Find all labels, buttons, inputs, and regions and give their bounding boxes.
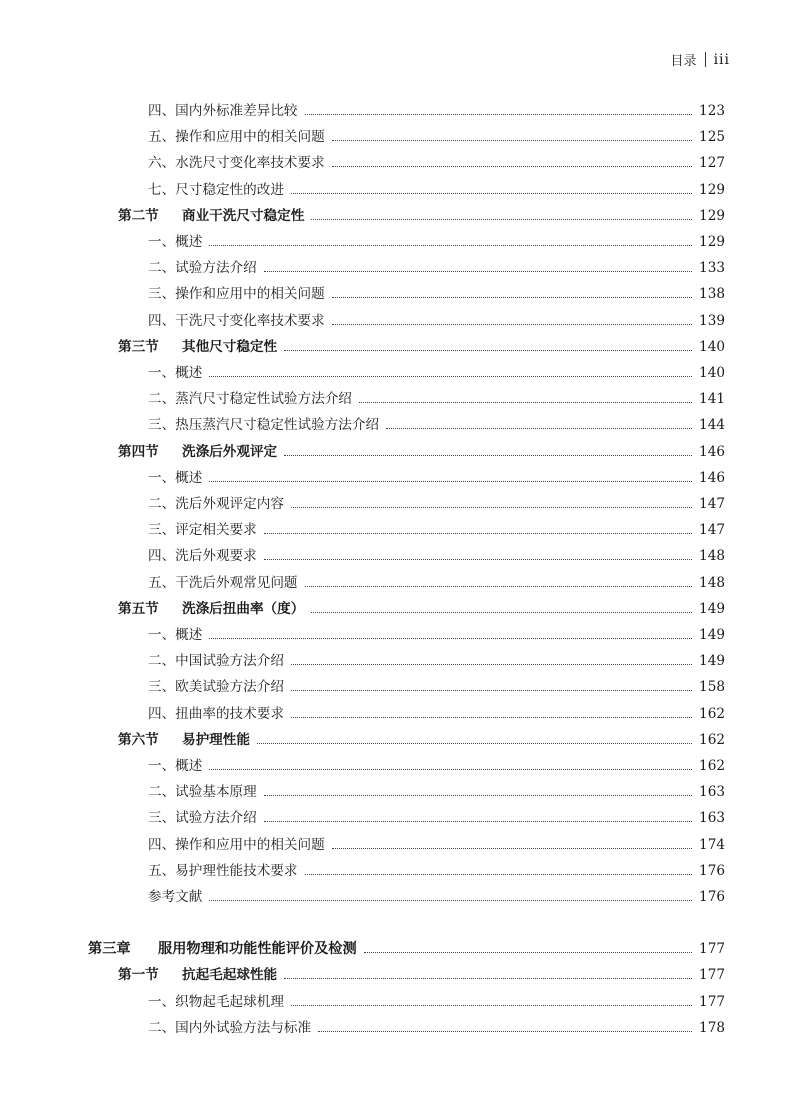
toc-entry-page-number: 147 <box>699 522 725 539</box>
toc-entry-item[interactable] <box>148 96 725 120</box>
toc-entry-item[interactable] <box>148 410 725 434</box>
toc-entry-page-number: 139 <box>699 312 725 329</box>
toc-entry-page-number: 176 <box>699 862 725 879</box>
toc-entry-section[interactable] <box>118 437 725 461</box>
toc-entry-title: 服用物理和功能性能评价及检测 <box>158 941 357 958</box>
dot-leader <box>305 586 692 587</box>
toc-entry-title: 四、国内外标准差异比较 <box>148 103 298 119</box>
toc-entry-item[interactable] <box>148 699 725 723</box>
toc-entry-section[interactable] <box>118 960 725 984</box>
toc-entry-label <box>148 495 284 513</box>
toc-entry-title: 二、国内外试验方法与标准 <box>148 1019 312 1036</box>
toc-entry-label <box>148 521 257 539</box>
toc-entry-label <box>148 783 257 801</box>
toc-entry-item[interactable] <box>148 279 725 303</box>
toc-entry-chapter[interactable] <box>88 934 725 958</box>
dot-leader <box>291 717 692 718</box>
toc-entry-page-number: 149 <box>699 600 725 617</box>
toc-entry-title: 一、概述 <box>148 365 203 381</box>
toc-entry-section[interactable] <box>118 725 725 749</box>
dot-leader <box>305 874 692 875</box>
toc-entry-page-number: 178 <box>699 1019 725 1036</box>
toc-entry-item[interactable] <box>148 541 725 565</box>
toc-entry-title: 三、热压蒸汽尺寸稳定性试验方法介绍 <box>148 417 380 434</box>
section-number: 第一节 <box>118 967 159 984</box>
dot-leader <box>318 1031 692 1032</box>
dot-leader <box>284 350 692 351</box>
toc-entry-item[interactable] <box>148 672 725 696</box>
toc-entry-title: 四、干洗尺寸变化率技术要求 <box>148 312 325 329</box>
dot-leader <box>291 664 692 665</box>
toc-entry-label <box>148 102 298 120</box>
toc-entry-item[interactable] <box>148 463 725 487</box>
dot-leader <box>209 900 692 901</box>
toc-entry-page-number: 129 <box>699 181 725 198</box>
dot-leader <box>291 193 692 194</box>
toc-entry-page-number: 158 <box>699 679 725 696</box>
toc-entry-page-number: 162 <box>699 758 725 774</box>
toc-entry-label <box>148 259 257 277</box>
toc-entry-title: 一、概述 <box>148 758 203 774</box>
toc-entry-section[interactable] <box>118 332 725 356</box>
toc-entry-title: 一、织物起毛起球机理 <box>148 993 284 1010</box>
dot-leader <box>311 219 692 220</box>
toc-entry-section[interactable] <box>118 594 725 618</box>
toc-entry-page-number: 129 <box>699 207 725 224</box>
dot-leader <box>364 952 692 953</box>
toc-entry-item[interactable] <box>148 384 725 408</box>
toc-entry-page-number: 174 <box>699 836 725 853</box>
toc-entry-label <box>148 390 352 408</box>
toc-entry-item[interactable] <box>148 1013 725 1037</box>
toc-entry-title: 二、中国试验方法介绍 <box>148 653 284 670</box>
section-number: 第三节 <box>118 338 159 355</box>
dot-leader <box>264 821 692 822</box>
toc-entry-page-number: 129 <box>699 234 725 250</box>
toc-entry-title: 二、试验方法介绍 <box>148 260 257 277</box>
header-title: 目录 <box>670 54 697 69</box>
toc-entry-label <box>118 966 277 984</box>
dot-leader <box>284 978 692 979</box>
toc-entry-page-number: 163 <box>699 784 725 801</box>
toc-entry-page-number: 144 <box>699 417 725 434</box>
toc-entry-item[interactable] <box>148 306 725 330</box>
toc-entry-item[interactable] <box>148 227 725 251</box>
toc-entry-page-number: 146 <box>699 443 725 460</box>
toc-entry-page-number: 149 <box>699 653 725 670</box>
toc-entry-label <box>148 888 202 906</box>
dot-leader <box>257 743 692 744</box>
dot-leader <box>332 140 692 141</box>
toc-entry-title: 七、尺寸稳定性的改进 <box>148 181 284 198</box>
toc-entry-item[interactable] <box>148 568 725 592</box>
toc-entry-page-number: 149 <box>699 627 725 643</box>
dot-leader <box>332 166 692 167</box>
dot-leader <box>291 690 692 691</box>
toc-entry-page-number: 140 <box>699 338 725 355</box>
toc-entry-title: 六、水洗尺寸变化率技术要求 <box>148 155 325 172</box>
toc-entry-label <box>148 1019 311 1037</box>
section-number: 第二节 <box>118 207 159 224</box>
toc-entry-label <box>148 993 284 1011</box>
toc-entry-item[interactable] <box>148 358 725 382</box>
toc-entry-label <box>148 154 325 172</box>
toc-entry-item[interactable] <box>148 803 725 827</box>
dot-leader <box>264 559 692 560</box>
toc-entry-page-number: 138 <box>699 286 725 303</box>
toc-entry-item[interactable] <box>148 148 725 172</box>
dot-leader <box>209 769 692 770</box>
dot-leader <box>305 114 692 115</box>
toc-entry-label <box>148 678 284 696</box>
toc-entry-label <box>118 600 304 618</box>
toc-entry-title: 三、评定相关要求 <box>148 522 257 539</box>
toc-entry-item[interactable] <box>148 777 725 801</box>
toc-entry-title: 五、易护理性能技术要求 <box>148 862 298 879</box>
toc-entry-label <box>148 233 202 251</box>
toc-entry-title: 洗涤后外观评定 <box>182 443 278 460</box>
toc-entry-label <box>148 416 379 434</box>
toc-entry-page-number: 162 <box>699 731 725 748</box>
toc-entry-item[interactable] <box>148 175 725 199</box>
toc-entry-label <box>148 809 257 827</box>
dot-leader <box>332 848 692 849</box>
toc-entry-title: 三、试验方法介绍 <box>148 810 257 827</box>
header-page-numeral: iii <box>713 51 730 68</box>
toc-entry-label <box>118 731 250 749</box>
toc-entry-title: 参考文献 <box>148 889 203 905</box>
toc-entry-title: 五、操作和应用中的相关问题 <box>148 129 325 146</box>
toc-entry-item[interactable] <box>148 122 725 146</box>
toc-entry-section[interactable] <box>118 201 725 225</box>
toc-entry-page-number: 141 <box>699 391 725 408</box>
toc-entry-label <box>148 862 298 880</box>
toc-entry-label <box>118 338 277 356</box>
running-header <box>671 50 730 69</box>
toc-entry-label <box>118 207 304 225</box>
dot-leader <box>359 402 692 403</box>
toc-entry-label <box>148 574 298 592</box>
toc-entry-item[interactable] <box>148 830 725 854</box>
dot-leader <box>264 795 692 796</box>
toc-entry-title: 商业干洗尺寸稳定性 <box>182 207 305 224</box>
section-number: 第五节 <box>118 600 159 617</box>
toc-entry-label <box>148 312 325 330</box>
toc-entry-label <box>148 364 202 382</box>
toc-entry-label <box>148 757 202 775</box>
dot-leader <box>332 297 692 298</box>
toc-entry-item[interactable] <box>148 856 725 880</box>
toc-entry-title: 四、洗后外观要求 <box>148 548 257 565</box>
header-divider <box>705 52 706 67</box>
toc-entry-title: 易护理性能 <box>182 731 250 748</box>
dot-leader <box>291 1005 692 1006</box>
toc-entry-page-number: 133 <box>699 260 725 277</box>
toc-entry-title: 二、试验基本原理 <box>148 784 257 801</box>
dot-leader <box>209 481 692 482</box>
toc-entry-title: 二、蒸汽尺寸稳定性试验方法介绍 <box>148 391 352 408</box>
toc-entry-item[interactable] <box>148 620 725 644</box>
toc-entry-title: 其他尺寸稳定性 <box>182 338 278 355</box>
toc-entry-item[interactable] <box>148 489 725 513</box>
toc-entry-label <box>148 285 325 303</box>
toc-entry-page-number: 177 <box>699 967 725 984</box>
toc-entry-page-number: 140 <box>699 365 725 381</box>
toc-entry-page-number: 162 <box>699 705 725 722</box>
toc-entry-title: 五、干洗后外观常见问题 <box>148 574 298 591</box>
toc-entry-page-number: 177 <box>699 941 725 958</box>
toc-entry-label <box>88 940 357 958</box>
section-number: 第六节 <box>118 731 159 748</box>
toc-entry-page-number: 127 <box>699 155 725 172</box>
toc-entry-label <box>148 836 325 854</box>
toc-entry-title: 一、概述 <box>148 627 203 643</box>
toc-entry-page-number: 125 <box>699 129 725 146</box>
dot-leader <box>284 455 692 456</box>
toc-entry-title: 三、操作和应用中的相关问题 <box>148 286 325 303</box>
toc-entry-label <box>148 469 202 487</box>
toc-entry-label <box>118 443 277 461</box>
toc-entry-item[interactable] <box>148 515 725 539</box>
chapter-number: 第三章 <box>88 941 131 958</box>
toc-entry-label <box>148 181 284 199</box>
toc-entry-label <box>148 705 284 723</box>
toc-entry-page-number: 176 <box>699 889 725 905</box>
toc-entry-page-number: 123 <box>699 103 725 119</box>
dot-leader <box>264 533 692 534</box>
dot-leader <box>209 245 692 246</box>
dot-leader <box>311 612 692 613</box>
section-number: 第四节 <box>118 443 159 460</box>
toc-entry-title: 四、操作和应用中的相关问题 <box>148 836 325 853</box>
toc-entry-title: 抗起毛起球性能 <box>182 967 278 984</box>
dot-leader <box>291 507 692 508</box>
toc-entry-page-number: 146 <box>699 469 725 486</box>
toc-entry-item[interactable] <box>148 751 725 775</box>
dot-leader <box>209 376 692 377</box>
toc-entry-title: 二、洗后外观评定内容 <box>148 496 284 512</box>
dot-leader <box>209 638 692 639</box>
toc-entry-item[interactable] <box>148 882 725 906</box>
toc-entry-page-number: 148 <box>699 548 725 565</box>
toc-entry-title: 洗涤后扭曲率（度） <box>182 600 305 617</box>
toc-entry-item[interactable] <box>148 646 725 670</box>
toc-entry-label <box>148 652 284 670</box>
toc-entry-page-number: 147 <box>699 496 725 512</box>
toc-entry-label <box>148 128 325 146</box>
dot-leader <box>332 324 692 325</box>
toc-entry-page-number: 177 <box>699 993 725 1010</box>
toc-entry-page-number: 163 <box>699 810 725 827</box>
toc-entry-title: 三、欧美试验方法介绍 <box>148 679 284 696</box>
toc-entry-title: 一、概述 <box>148 234 203 250</box>
toc-entry-item[interactable] <box>148 987 725 1011</box>
toc-entry-item[interactable] <box>148 253 725 277</box>
toc-entry-title: 四、扭曲率的技术要求 <box>148 705 284 722</box>
dot-leader <box>386 428 692 429</box>
toc-entry-page-number: 148 <box>699 574 725 591</box>
dot-leader <box>264 271 692 272</box>
toc-entry-title: 一、概述 <box>148 469 203 486</box>
toc-entry-label <box>148 547 257 565</box>
toc-entry-label <box>148 626 202 644</box>
